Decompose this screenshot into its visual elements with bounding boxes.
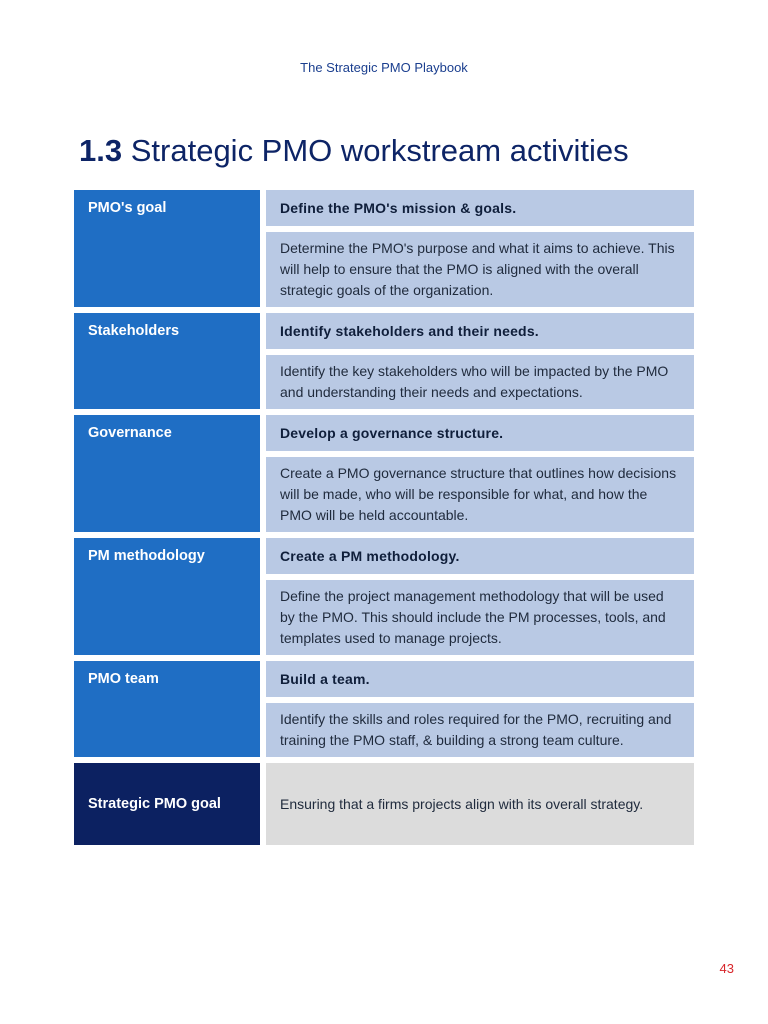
- row-action: Develop a governance structure.: [266, 415, 694, 451]
- workstream-table: [74, 190, 694, 851]
- summary-row: [74, 763, 694, 845]
- row-action: Identify stakeholders and their needs.: [266, 313, 694, 349]
- row-action: Build a team.: [266, 661, 694, 697]
- row-label: Governance: [74, 415, 260, 532]
- row-description: Determine the PMO's purpose and what it aims to achieve. This will help to ensure that the PMO is aligned with the overall strategic goals of the organization.: [266, 232, 694, 307]
- summary-label: Strategic PMO goal: [74, 763, 260, 845]
- row-label: PMO's goal: [74, 190, 260, 307]
- table-row: [74, 661, 694, 757]
- row-action: Create a PM methodology.: [266, 538, 694, 574]
- row-description: Define the project management methodology that will be used by the PMO. This should include the PM processes, tools, and templates used to manage projects.: [266, 580, 694, 655]
- row-description: Identify the skills and roles required for the PMO, recruiting and training the PMO staff, & building a strong team culture.: [266, 703, 694, 757]
- page-number: 43: [719, 961, 734, 976]
- table-row: [74, 538, 694, 655]
- table-row: [74, 415, 694, 532]
- row-label: PM methodology: [74, 538, 260, 655]
- summary-description: Ensuring that a firms projects align with its overall strategy.: [266, 763, 694, 845]
- row-label: PMO team: [74, 661, 260, 757]
- table-row: [74, 313, 694, 409]
- section-title-text: Strategic PMO workstream activities: [130, 133, 629, 168]
- row-description: Identify the key stakeholders who will be impacted by the PMO and understanding their needs and expectations.: [266, 355, 694, 409]
- row-description: Create a PMO governance structure that outlines how decisions will be made, who will be responsible for what, and how the PMO will be held accountable.: [266, 457, 694, 532]
- running-header: The Strategic PMO Playbook: [300, 60, 468, 75]
- section-title: [79, 132, 629, 170]
- table-row: [74, 190, 694, 307]
- section-number: 1.3: [79, 133, 123, 168]
- row-action: Define the PMO's mission & goals.: [266, 190, 694, 226]
- row-label: Stakeholders: [74, 313, 260, 409]
